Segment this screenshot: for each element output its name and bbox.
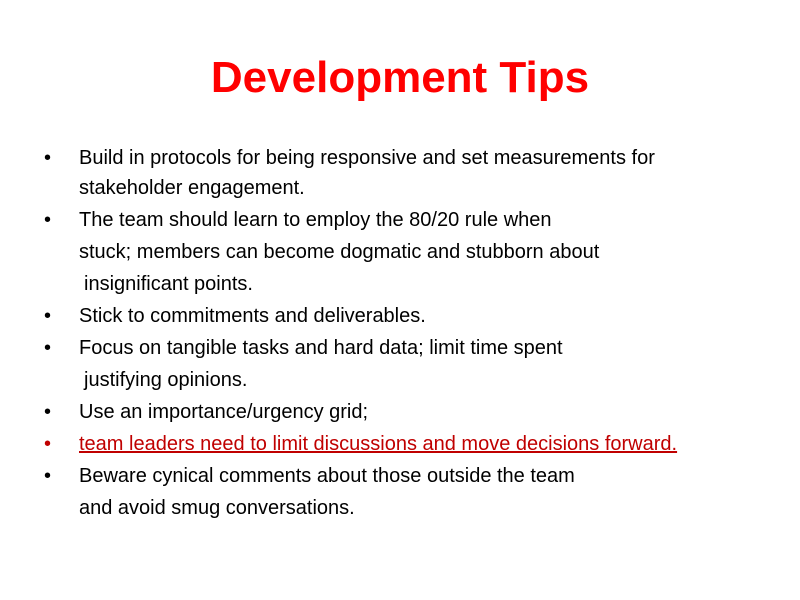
list-item-text: Build in protocols for being responsive and set measurements for — [79, 147, 655, 169]
list-item — [44, 144, 784, 172]
team-leaders-link[interactable]: team leaders need to limit discussions and move decisions forward. — [79, 433, 678, 455]
bullet-icon: • — [44, 305, 52, 327]
list-item — [44, 204, 784, 236]
bullet-icon: • — [44, 465, 52, 487]
bullet-list — [44, 144, 784, 524]
list-item-text: The team should learn to employ the 80/20 rule when — [79, 209, 552, 231]
list-item-text: Focus on tangible tasks and hard data; limit time spent — [79, 337, 563, 359]
bullet-icon: • — [44, 433, 52, 455]
list-item-continuation — [44, 364, 784, 396]
bullet-icon: • — [44, 401, 52, 423]
list-item-text: Use an importance/urgency grid; — [79, 401, 369, 423]
list-item — [44, 300, 784, 332]
list-item-text: stuck; members can become dogmatic and stubborn about — [79, 241, 600, 263]
list-item-text: Stick to commitments and deliverables. — [79, 305, 426, 327]
bullet-icon: • — [44, 147, 52, 169]
list-item — [44, 396, 784, 428]
list-item-text: Beware cynical comments about those outside the team — [79, 465, 575, 487]
list-item-text: stakeholder engagement. — [79, 177, 305, 199]
slide-title: Development Tips — [210, 53, 590, 102]
list-item — [44, 428, 784, 460]
bullet-icon: • — [44, 209, 52, 231]
bullet-icon: • — [44, 337, 52, 359]
list-item — [44, 460, 784, 492]
list-item — [44, 332, 784, 364]
list-item-text: justifying opinions. — [84, 369, 248, 391]
list-item-continuation — [44, 236, 784, 268]
list-item-continuation — [44, 268, 784, 300]
list-item-continuation — [44, 172, 784, 204]
list-item-continuation — [44, 492, 784, 524]
list-item-text: and avoid smug conversations. — [79, 497, 355, 519]
list-item-text: insignificant points. — [84, 273, 253, 295]
